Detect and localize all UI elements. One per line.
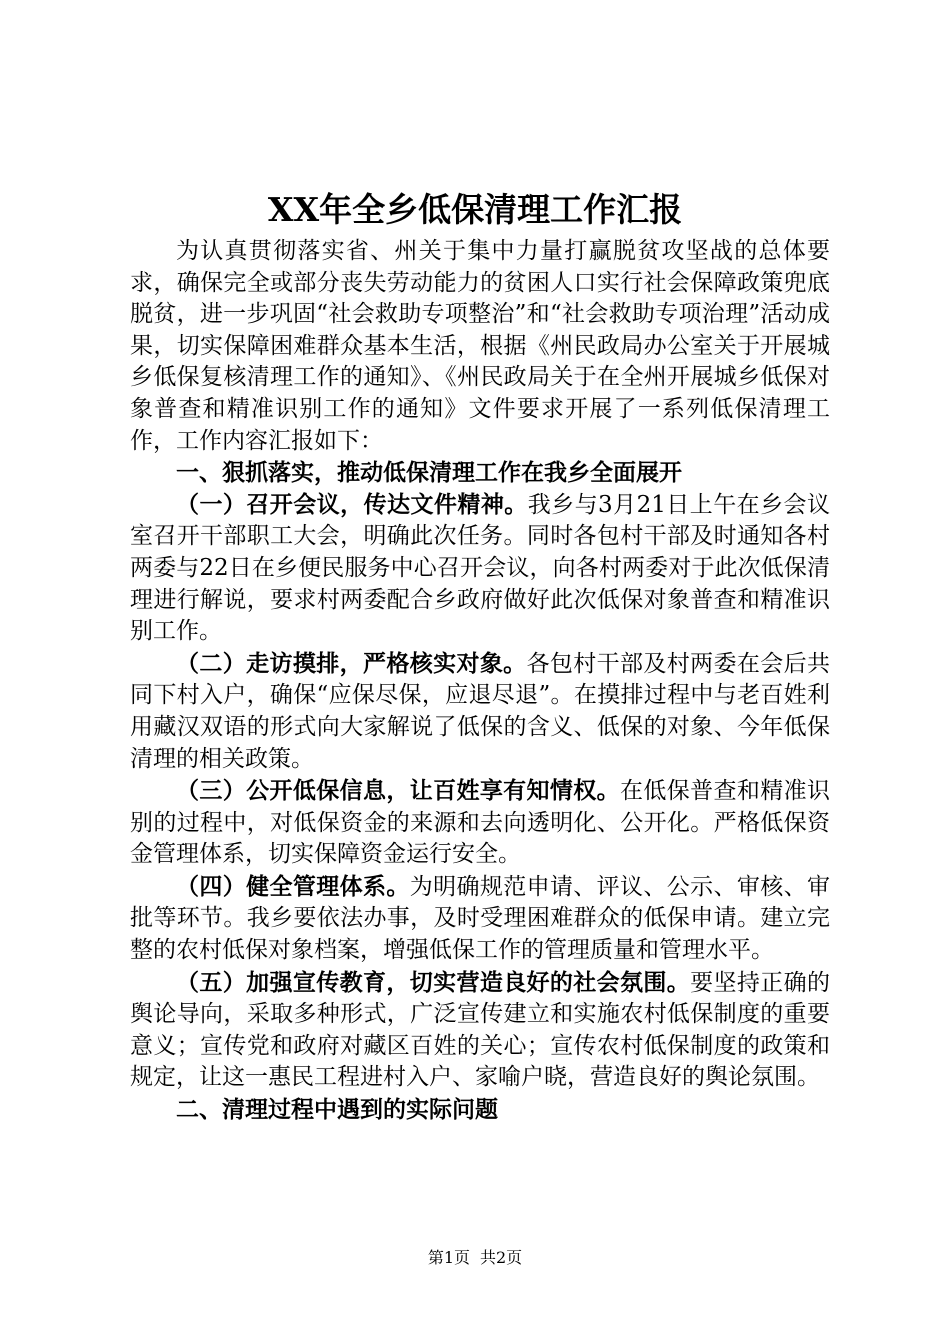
item-text-5: 要坚持正确的舆论导向，采取多种形式，广泛宣传建立和实施农村低保制度的重要意义；宣传党和政府对藏区百姓的关心；宣传农村低保制度的政策和规定，让这一惠民工程进村入户、家喻户晓，营造良好的舆论氛围。 bbox=[130, 969, 831, 1091]
item-heading-2: （二）走访摸排，严格核实对象。 bbox=[176, 649, 527, 677]
section-heading-2: 二、清理过程中遇到的实际问题 bbox=[176, 1096, 498, 1124]
page-footer bbox=[0, 1247, 950, 1269]
item-paragraph-1 bbox=[130, 489, 830, 648]
page-number: 第1页 bbox=[427, 1248, 470, 1267]
item-heading-3: （三）公开低保信息，让百姓享有知情权。 bbox=[176, 777, 621, 805]
item-paragraph-5 bbox=[130, 967, 830, 1094]
item-text-2: 各包村干部及村两委在会后共同下村入户，确保“应保尽保，应退尽退”。在摸排过程中与老百姓利用藏汉双语的形式向大家解说了低保的含义、低保的对象、今年低保清理的相关政策。 bbox=[130, 650, 831, 772]
item-heading-1: （一）召开会议，传达文件精神。 bbox=[176, 490, 528, 518]
item-text-3: 在低保普查和精准识别的过程中，对低保资金的来源和去向透明化、公开化。严格低保资金管理体系，切实保障资金运行安全。 bbox=[130, 778, 831, 868]
item-heading-4: （四）健全管理体系。 bbox=[176, 872, 410, 900]
item-paragraph-3 bbox=[130, 775, 830, 871]
document-body bbox=[130, 236, 830, 1126]
item-heading-5: （五）加强宣传教育，切实营造良好的社会氛围。 bbox=[176, 968, 691, 996]
item-paragraph-4 bbox=[130, 871, 830, 967]
item-paragraph-2 bbox=[130, 648, 830, 775]
item-text-4: 为明确规范申请、评议、公示、审核、审批等环节。我乡要依法办事，及时受理困难群众的低保申请。建立完整的农村低保对象档案，增强低保工作的管理质量和管理水平。 bbox=[130, 873, 831, 964]
intro-paragraph: 为认真贯彻落实省、州关于集中力量打赢脱贫攻坚战的总体要求，确保完全或部分丧失劳动能力的贫困人口实行社会保障政策兜底脱贫，进一步巩固“社会救助专项整治”和“社会救助专项治理”活动成果，切实保障困难群众基本生活，根据《州民政局办公室关于开展城乡低保复核清理工作的通知》、《州民政局关于在全州开展城乡低保对象普查和精准识别工作的通知》文件要求开展了一系列低保清理工作，工作内容汇报如下： bbox=[130, 238, 830, 454]
page-total: 共2页 bbox=[480, 1248, 523, 1267]
document-title: XX年全乡低保清理工作汇报 bbox=[267, 190, 683, 229]
section-heading-1: 一、狠抓落实，推动低保清理工作在我乡全面展开 bbox=[176, 459, 682, 487]
item-text-1: 我乡与3月21日上午在乡会议室召开干部职工大会，明确此次任务。同时各包村干部及时通知各村两委与22日在乡便民服务中心召开会议，向各村两委对于此次低保清理进行解说，要求村两委配合乡政府做好此次低保对象普查和精准识别工作。 bbox=[130, 491, 830, 645]
